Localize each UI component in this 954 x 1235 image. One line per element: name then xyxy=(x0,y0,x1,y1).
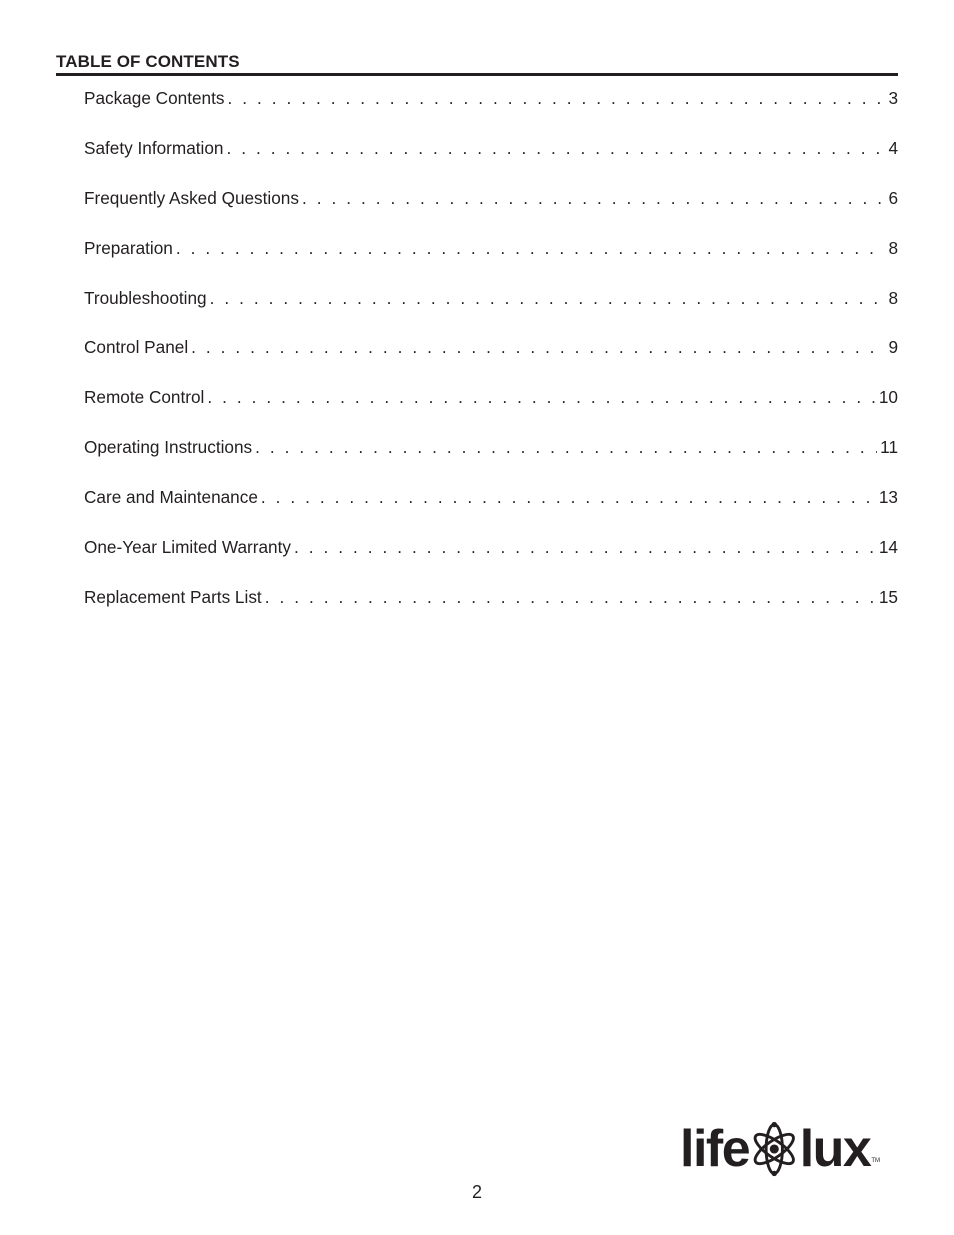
toc-entry-title: Remote Control xyxy=(84,387,205,408)
toc-entry xyxy=(84,585,898,635)
toc-entry xyxy=(84,335,898,385)
toc-entry xyxy=(84,385,898,435)
toc-entry xyxy=(84,136,898,186)
toc-heading: TABLE OF CONTENTS xyxy=(56,52,898,76)
toc-dot-leader xyxy=(255,435,877,459)
toc-dot-leader xyxy=(176,236,886,260)
toc-entry xyxy=(84,485,898,535)
atom-icon xyxy=(748,1118,801,1180)
toc-entry-title: Preparation xyxy=(84,237,173,258)
toc-entry-title: Replacement Parts List xyxy=(84,586,262,607)
toc-entry-title: One-Year Limited Warranty xyxy=(84,537,291,558)
toc-entry-title: Care and Maintenance xyxy=(84,487,258,508)
toc-entry-page: 9 xyxy=(888,337,898,358)
toc-entry xyxy=(84,535,898,585)
toc-entry xyxy=(84,236,898,286)
toc-dot-leader xyxy=(210,286,886,310)
toc-entry xyxy=(84,186,898,236)
toc-entry-page: 10 xyxy=(878,387,898,408)
toc-dot-leader xyxy=(227,86,885,110)
toc-entry-page: 3 xyxy=(888,88,898,108)
toc-dot-leader xyxy=(294,535,876,559)
toc-entry-title: Safety Information xyxy=(84,137,224,158)
toc-entry-title: Operating Instructions xyxy=(84,437,253,458)
toc-list xyxy=(84,86,898,635)
trademark-symbol: TM xyxy=(871,1158,880,1164)
toc-entry xyxy=(84,286,898,336)
toc-entry-page: 6 xyxy=(888,187,898,208)
toc-entry-page: 13 xyxy=(878,487,898,508)
toc-dot-leader xyxy=(191,335,885,359)
toc-entry-title: Package Contents xyxy=(84,88,225,108)
toc-entry xyxy=(84,86,898,136)
toc-entry-page: 11 xyxy=(880,437,898,458)
page-number: 2 xyxy=(471,1182,482,1202)
toc-dot-leader xyxy=(265,585,876,609)
toc-entry-page: 8 xyxy=(888,287,898,308)
toc-entry-page: 15 xyxy=(878,586,898,607)
brand-logo xyxy=(680,1116,880,1182)
logo-text-left: life xyxy=(680,1120,750,1178)
toc-dot-leader xyxy=(226,136,885,160)
toc-dot-leader xyxy=(261,485,876,509)
toc-entry-page: 14 xyxy=(878,537,898,558)
toc-dot-leader xyxy=(207,385,876,409)
toc-dot-leader xyxy=(302,186,885,210)
toc-entry-title: Frequently Asked Questions xyxy=(84,187,299,208)
toc-entry-title: Troubleshooting xyxy=(84,287,207,308)
toc-entry-title: Control Panel xyxy=(84,337,189,358)
toc-entry xyxy=(84,435,898,485)
logo-text-right: lux xyxy=(799,1120,871,1178)
toc-entry-page: 8 xyxy=(888,237,898,258)
toc-entry-page: 4 xyxy=(888,137,898,158)
